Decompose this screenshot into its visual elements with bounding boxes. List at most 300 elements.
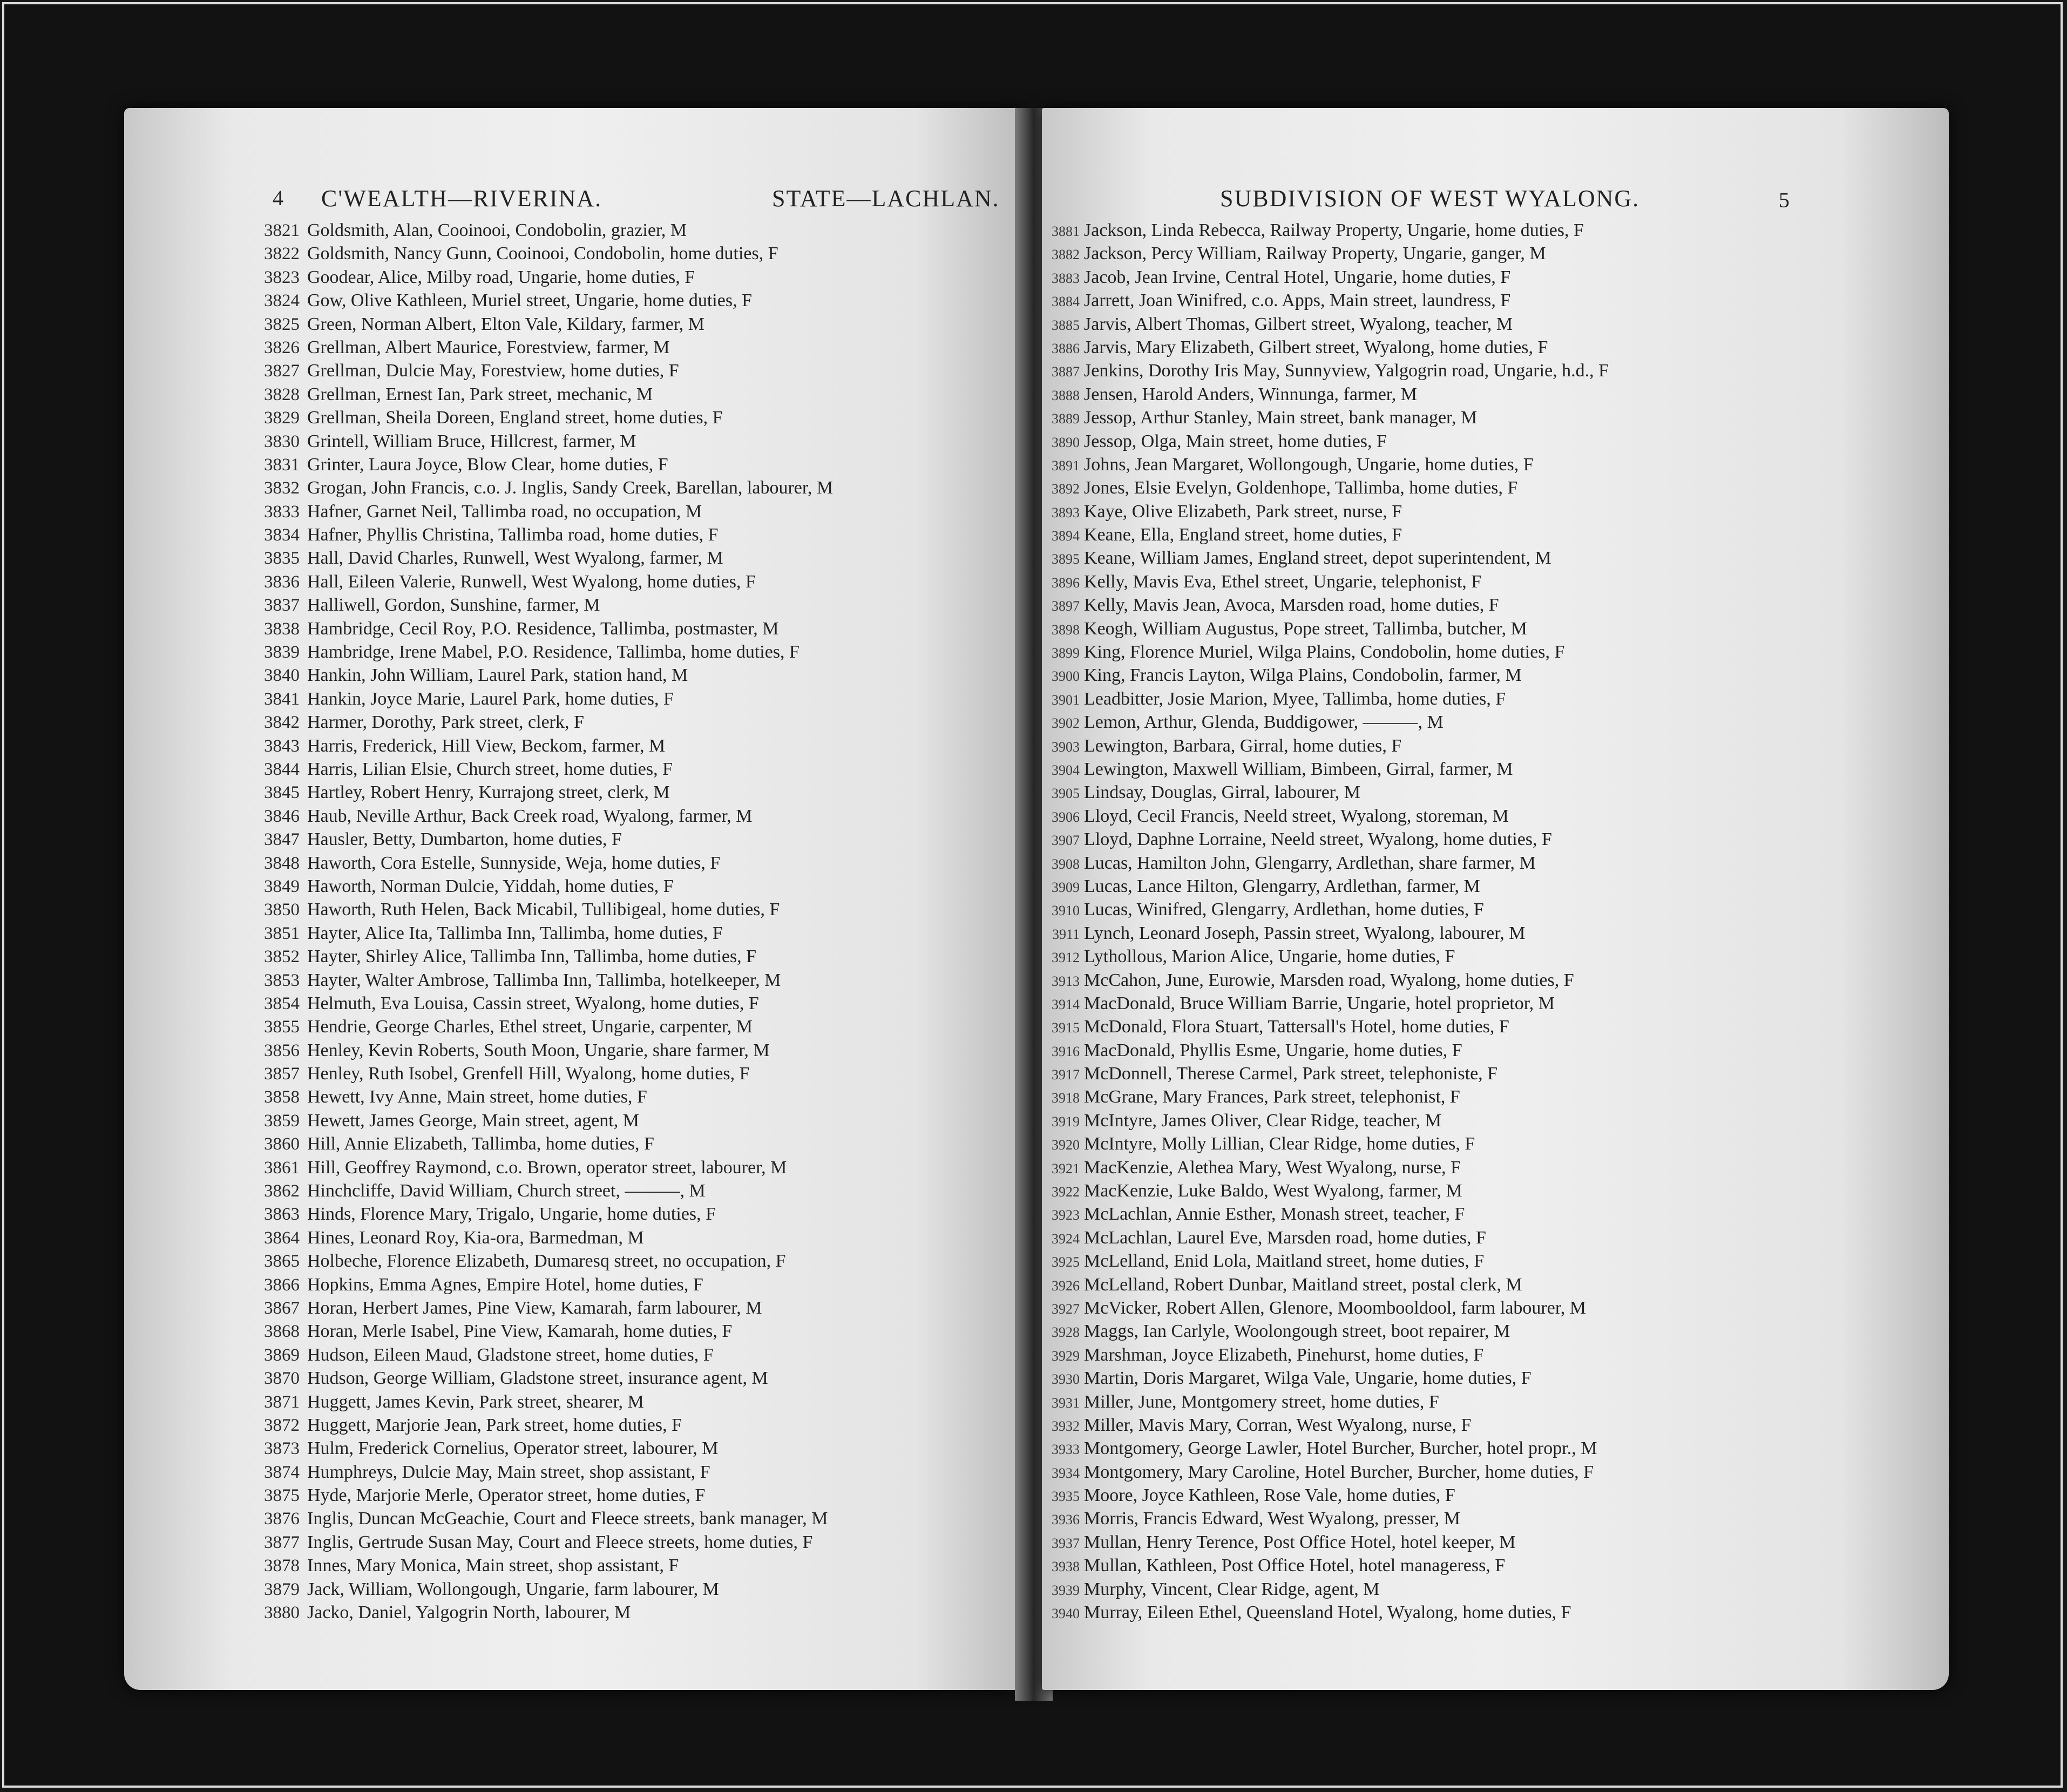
- entry-text: McLachlan, Laurel Eve, Marsden road, home duties, F: [1084, 1227, 1486, 1248]
- entry-row: [124, 359, 1023, 382]
- left-page: [124, 108, 1023, 1690]
- entry-text: Hankin, John William, Laurel Park, station hand, M: [307, 665, 688, 686]
- entry-number: 3834: [264, 525, 300, 545]
- entry-row: [124, 1414, 1023, 1437]
- entry-row: [1042, 711, 1949, 734]
- left-header-state: STATE—LACHLAN.: [772, 185, 1000, 212]
- entry-number: 3940: [1052, 1606, 1080, 1622]
- entry-number: 3872: [264, 1415, 300, 1435]
- entry-number: 3921: [1052, 1160, 1080, 1176]
- entry-number: 3925: [1052, 1254, 1080, 1270]
- entry-text: Hausler, Betty, Dumbarton, home duties, F: [307, 829, 622, 850]
- entry-text: Lindsay, Douglas, Girral, labourer, M: [1084, 782, 1360, 803]
- entry-text: Hewett, Ivy Anne, Main street, home duties, F: [307, 1087, 647, 1107]
- entry-text: Grellman, Ernest Ian, Park street, mechanic, M: [307, 384, 653, 404]
- entry-number: 3923: [1052, 1207, 1080, 1223]
- entry-text: Montgomery, George Lawler, Hotel Burcher, Burcher, hotel propr., M: [1084, 1438, 1597, 1459]
- entry-number: 3866: [264, 1275, 300, 1295]
- entry-row: [124, 453, 1023, 476]
- entry-row: [124, 430, 1023, 453]
- entry-text: McIntyre, James Oliver, Clear Ridge, teacher, M: [1084, 1110, 1441, 1131]
- entry-text: Hayter, Alice Ita, Tallimba Inn, Tallimba, home duties, F: [307, 923, 723, 943]
- entry-text: Jenkins, Dorothy Iris May, Sunnyview, Yalgogrin road, Ungarie, h.d., F: [1084, 361, 1609, 381]
- entry-number: 3850: [264, 900, 300, 920]
- entry-row: [124, 1039, 1023, 1062]
- entry-row: [1042, 546, 1949, 570]
- entry-row: [124, 1226, 1023, 1249]
- entry-row: [1042, 640, 1949, 664]
- entry-text: Hewett, James George, Main street, agent, M: [307, 1110, 639, 1131]
- entry-number: 3898: [1052, 621, 1080, 638]
- entry-number: 3887: [1052, 364, 1080, 380]
- entry-number: 3863: [264, 1205, 300, 1225]
- entry-number: 3892: [1052, 481, 1080, 497]
- entry-row: [1042, 313, 1949, 336]
- entry-number: 3844: [264, 759, 300, 779]
- entry-row: [124, 781, 1023, 804]
- right-header-subdivision: SUBDIVISION OF WEST WYALONG.: [1220, 185, 1640, 212]
- entry-number: 3849: [264, 876, 300, 896]
- entry-number: 3908: [1052, 856, 1080, 872]
- entry-row: [1042, 969, 1949, 992]
- entry-text: Jarvis, Albert Thomas, Gilbert street, Wyalong, teacher, M: [1084, 314, 1513, 334]
- entry-text: Keogh, William Augustus, Pope street, Tallimba, butcher, M: [1084, 618, 1527, 639]
- entry-text: Innes, Mary Monica, Main street, shop assistant, F: [307, 1556, 679, 1576]
- entry-text: Grellman, Albert Maurice, Forestview, farmer, M: [307, 337, 670, 357]
- entry-row: [1042, 734, 1949, 758]
- entry-text: Kelly, Mavis Eva, Ethel street, Ungarie, telephonist, F: [1084, 571, 1482, 592]
- entry-number: 3894: [1052, 528, 1080, 544]
- entry-number: 3824: [264, 291, 300, 311]
- entry-number: 3878: [264, 1556, 300, 1576]
- entry-row: [1042, 1062, 1949, 1085]
- entry-row: [1042, 1460, 1949, 1484]
- entry-text: Hayter, Walter Ambrose, Tallimba Inn, Tallimba, hotelkeeper, M: [307, 970, 781, 990]
- entry-number: 3904: [1052, 762, 1080, 778]
- entry-text: McVicker, Robert Allen, Glenore, Moombooldool, farm labourer, M: [1084, 1297, 1587, 1318]
- entry-number: 3839: [264, 643, 300, 662]
- entry-number: 3825: [264, 314, 300, 334]
- entry-text: Maggs, Ian Carlyle, Woolongough street, boot repairer, M: [1084, 1321, 1510, 1342]
- entry-number: 3889: [1052, 411, 1080, 427]
- left-entry-list: [124, 219, 1023, 1624]
- entry-row: [124, 1343, 1023, 1367]
- entry-text: Jack, William, Wollongough, Ungarie, farm labourer, M: [307, 1579, 719, 1599]
- entry-row: [1042, 898, 1949, 921]
- entry-row: [124, 922, 1023, 945]
- entry-row: [124, 1554, 1023, 1577]
- entry-number: 3840: [264, 666, 300, 686]
- entry-number: 3926: [1052, 1277, 1080, 1294]
- entry-number: 3911: [1052, 926, 1080, 942]
- entry-number: 3877: [264, 1532, 300, 1552]
- entry-text: Mullan, Henry Terence, Post Office Hotel, hotel keeper, M: [1084, 1532, 1516, 1552]
- entry-row: [124, 617, 1023, 640]
- entry-row: [124, 711, 1023, 734]
- entry-row: [124, 476, 1023, 499]
- entry-row: [124, 1132, 1023, 1155]
- entry-text: Jacob, Jean Irvine, Central Hotel, Ungarie, home duties, F: [1084, 267, 1511, 287]
- entry-number: 3881: [1052, 224, 1080, 239]
- entry-number: 3935: [1052, 1489, 1080, 1505]
- entry-row: [124, 1015, 1023, 1038]
- entry-number: 3853: [264, 970, 300, 990]
- entry-row: [124, 1179, 1023, 1202]
- entry-number: 3835: [264, 549, 300, 569]
- entry-text: Haworth, Norman Dulcie, Yiddah, home duties, F: [307, 876, 674, 896]
- entry-text: McLelland, Enid Lola, Maitland street, home duties, F: [1084, 1251, 1485, 1272]
- entry-row: [124, 1156, 1023, 1179]
- entry-row: [1042, 430, 1949, 453]
- entry-number: 3879: [264, 1579, 300, 1599]
- entry-row: [124, 1531, 1023, 1554]
- entry-text: Johns, Jean Margaret, Wollongough, Ungarie, home duties, F: [1084, 454, 1534, 475]
- entry-number: 3901: [1052, 692, 1080, 708]
- entry-number: 3893: [1052, 504, 1080, 520]
- entry-text: Hankin, Joyce Marie, Laurel Park, home duties, F: [307, 688, 674, 709]
- entry-number: 3846: [264, 806, 300, 826]
- entry-row: [124, 898, 1023, 921]
- entry-row: [124, 734, 1023, 758]
- entry-text: Montgomery, Mary Caroline, Hotel Burcher, Burcher, home duties, F: [1084, 1462, 1594, 1482]
- entry-number: 3838: [264, 619, 300, 639]
- entry-number: 3870: [264, 1369, 300, 1389]
- entry-text: Goldsmith, Nancy Gunn, Cooinooi, Condobolin, home duties, F: [307, 244, 778, 264]
- entry-text: Harris, Lilian Elsie, Church street, home duties, F: [307, 759, 673, 779]
- entry-text: Keane, Ella, England street, home duties, F: [1084, 525, 1402, 545]
- entry-text: MacDonald, Phyllis Esme, Ungarie, home duties, F: [1084, 1040, 1462, 1060]
- entry-number: 3929: [1052, 1348, 1080, 1364]
- entry-row: [1042, 1226, 1949, 1249]
- entry-number: 3930: [1052, 1371, 1080, 1388]
- entry-row: [1042, 476, 1949, 499]
- entry-row: [124, 664, 1023, 687]
- entry-text: Hafner, Garnet Neil, Tallimba road, no occupation, M: [307, 501, 702, 522]
- entry-text: Lloyd, Cecil Francis, Neeld street, Wyalong, storeman, M: [1084, 806, 1509, 826]
- entry-text: Grinter, Laura Joyce, Blow Clear, home duties, F: [307, 454, 668, 475]
- entry-text: Miller, June, Montgomery street, home duties, F: [1084, 1391, 1439, 1412]
- entry-text: Hines, Leonard Roy, Kia-ora, Barmedman, M: [307, 1227, 644, 1248]
- entry-text: Jarvis, Mary Elizabeth, Gilbert street, Wyalong, home duties, F: [1084, 337, 1548, 357]
- entry-text: Hill, Geoffrey Raymond, c.o. Brown, operator street, labourer, M: [307, 1157, 787, 1178]
- entry-number: 3932: [1052, 1418, 1080, 1434]
- entry-number: 3876: [264, 1509, 300, 1529]
- entry-number: 3912: [1052, 950, 1080, 966]
- entry-text: Morris, Francis Edward, West Wyalong, presser, M: [1084, 1509, 1461, 1529]
- entry-row: [124, 593, 1023, 617]
- entry-row: [1042, 1554, 1949, 1577]
- entry-number: 3831: [264, 455, 300, 475]
- entry-row: [1042, 1109, 1949, 1132]
- entry-number: 3829: [264, 408, 300, 428]
- entry-text: Hill, Annie Elizabeth, Tallimba, home duties, F: [307, 1134, 654, 1154]
- entry-row: [124, 219, 1023, 242]
- entry-text: Jensen, Harold Anders, Winnunga, farmer, M: [1084, 384, 1417, 404]
- entry-row: [1042, 851, 1949, 875]
- entry-number: 3934: [1052, 1465, 1080, 1481]
- entry-number: 3874: [264, 1462, 300, 1482]
- entry-text: Jacko, Daniel, Yalgogrin North, labourer, M: [307, 1602, 631, 1623]
- entry-text: McLelland, Robert Dunbar, Maitland street, postal clerk, M: [1084, 1274, 1522, 1295]
- entry-text: Murray, Eileen Ethel, Queensland Hotel, Wyalong, home duties, F: [1084, 1602, 1571, 1623]
- left-page-number: 4: [273, 186, 283, 210]
- entry-row: [1042, 1132, 1949, 1155]
- entry-number: 3860: [264, 1134, 300, 1154]
- entry-text: Horan, Merle Isabel, Pine View, Kamarah, home duties, F: [307, 1321, 733, 1342]
- entry-row: [124, 289, 1023, 312]
- right-entry-list: [1042, 219, 1949, 1624]
- entry-number: 3931: [1052, 1395, 1080, 1411]
- entry-number: 3843: [264, 736, 300, 756]
- entry-text: Hendrie, George Charles, Ethel street, Ungarie, carpenter, M: [307, 1017, 753, 1037]
- entry-number: 3883: [1052, 270, 1080, 286]
- entry-row: [124, 1601, 1023, 1624]
- entry-number: 3907: [1052, 833, 1080, 849]
- entry-row: [124, 1062, 1023, 1085]
- entry-row: [1042, 359, 1949, 382]
- entry-text: Kelly, Mavis Jean, Avoca, Marsden road, home duties, F: [1084, 595, 1499, 616]
- entry-text: Haub, Neville Arthur, Back Creek road, Wyalong, farmer, M: [307, 806, 753, 826]
- entry-number: 3890: [1052, 434, 1080, 450]
- entry-number: 3865: [264, 1252, 300, 1272]
- entry-text: Henley, Ruth Isobel, Grenfell Hill, Wyalong, home duties, F: [307, 1064, 750, 1084]
- entry-number: 3871: [264, 1392, 300, 1412]
- entry-text: Grellman, Dulcie May, Forestview, home duties, F: [307, 361, 679, 381]
- entry-text: Hambridge, Irene Mabel, P.O. Residence, Tallimba, home duties, F: [307, 642, 799, 662]
- entry-number: 3896: [1052, 574, 1080, 591]
- entry-text: Lemon, Arthur, Glenda, Buddigower, ———, M: [1084, 712, 1443, 733]
- entry-number: 3857: [264, 1064, 300, 1084]
- entry-number: 3885: [1052, 317, 1080, 333]
- entry-row: [124, 1460, 1023, 1484]
- entry-text: MacKenzie, Alethea Mary, West Wyalong, nurse, F: [1084, 1157, 1461, 1178]
- entry-text: Jessop, Arthur Stanley, Main street, bank manager, M: [1084, 408, 1478, 428]
- entry-number: 3905: [1052, 786, 1080, 802]
- entry-row: [1042, 1296, 1949, 1320]
- entry-text: Huggett, James Kevin, Park street, shearer, M: [307, 1391, 644, 1412]
- entry-row: [1042, 1039, 1949, 1062]
- entry-row: [124, 828, 1023, 851]
- entry-text: Moore, Joyce Kathleen, Rose Vale, home duties, F: [1084, 1485, 1455, 1506]
- entry-text: Horan, Herbert James, Pine View, Kamarah, farm labourer, M: [307, 1297, 762, 1318]
- entry-row: [1042, 219, 1949, 242]
- entry-row: [1042, 1085, 1949, 1108]
- entry-row: [1042, 875, 1949, 898]
- entry-row: [124, 406, 1023, 429]
- entry-row: [1042, 945, 1949, 968]
- entry-number: 3922: [1052, 1184, 1080, 1200]
- entry-number: 3847: [264, 830, 300, 850]
- entry-text: MacDonald, Bruce William Barrie, Ungarie, hotel proprietor, M: [1084, 993, 1555, 1013]
- entry-row: [1042, 828, 1949, 851]
- entry-row: [1042, 1531, 1949, 1554]
- entry-number: 3909: [1052, 879, 1080, 895]
- entry-number: 3917: [1052, 1067, 1080, 1083]
- entry-row: [124, 804, 1023, 828]
- entry-text: McDonald, Flora Stuart, Tattersall's Hotel, home duties, F: [1084, 1017, 1509, 1037]
- entry-row: [1042, 687, 1949, 711]
- entry-row: [1042, 1343, 1949, 1367]
- entry-row: [1042, 1507, 1949, 1530]
- entry-text: Jackson, Linda Rebecca, Railway Property, Ungarie, home duties, F: [1084, 220, 1584, 240]
- entry-text: Murphy, Vincent, Clear Ridge, agent, M: [1084, 1579, 1380, 1599]
- entry-text: Holbeche, Florence Elizabeth, Dumaresq street, no occupation, F: [307, 1251, 786, 1272]
- entry-text: Inglis, Duncan McGeachie, Court and Fleece streets, bank manager, M: [307, 1509, 828, 1529]
- entry-number: 3873: [264, 1439, 300, 1459]
- entry-number: 3864: [264, 1228, 300, 1248]
- entry-row: [1042, 1273, 1949, 1296]
- entry-row: [1042, 453, 1949, 476]
- entry-text: Lucas, Hamilton John, Glengarry, Ardlethan, share farmer, M: [1084, 853, 1536, 873]
- entry-row: [124, 969, 1023, 992]
- entry-number: 3833: [264, 502, 300, 522]
- entry-number: 3869: [264, 1345, 300, 1365]
- entry-text: Haworth, Ruth Helen, Back Micabil, Tullibigeal, home duties, F: [307, 900, 780, 920]
- entry-row: [1042, 500, 1949, 523]
- entry-number: 3915: [1052, 1020, 1080, 1036]
- entry-row: [1042, 1015, 1949, 1038]
- entry-row: [124, 1320, 1023, 1343]
- entry-text: McDonnell, Therese Carmel, Park street, telephoniste, F: [1084, 1064, 1498, 1084]
- entry-number: 3862: [264, 1181, 300, 1201]
- entry-text: Hambridge, Cecil Roy, P.O. Residence, Tallimba, postmaster, M: [307, 618, 779, 639]
- entry-row: [124, 1437, 1023, 1460]
- entry-text: King, Francis Layton, Wilga Plains, Condobolin, farmer, M: [1084, 665, 1522, 686]
- entry-text: Hinchcliffe, David William, Church street, ———, M: [307, 1181, 706, 1201]
- entry-number: 3822: [264, 244, 300, 264]
- entry-text: Grogan, John Francis, c.o. J. Inglis, Sandy Creek, Barellan, labourer, M: [307, 478, 833, 498]
- entry-row: [1042, 242, 1949, 265]
- entry-number: 3919: [1052, 1113, 1080, 1130]
- entry-number: 3900: [1052, 668, 1080, 685]
- entry-number: 3823: [264, 267, 300, 287]
- entry-row: [124, 851, 1023, 875]
- entry-text: King, Florence Muriel, Wilga Plains, Condobolin, home duties, F: [1084, 642, 1565, 662]
- entry-number: 3854: [264, 993, 300, 1013]
- left-header-commonwealth: C'WEALTH—RIVERINA.: [321, 185, 602, 212]
- entry-text: Henley, Kevin Roberts, South Moon, Ungarie, share farmer, M: [307, 1040, 770, 1060]
- entry-number: 3913: [1052, 973, 1080, 989]
- entry-number: 3899: [1052, 645, 1080, 661]
- entry-row: [124, 383, 1023, 406]
- entry-number: 3884: [1052, 294, 1080, 310]
- entry-text: Jessop, Olga, Main street, home duties, F: [1084, 431, 1387, 451]
- entry-text: Helmuth, Eva Louisa, Cassin street, Wyalong, home duties, F: [307, 993, 759, 1013]
- entry-text: Martin, Doris Margaret, Wilga Vale, Ungarie, home duties, F: [1084, 1368, 1531, 1389]
- entry-text: Humphreys, Dulcie May, Main street, shop assistant, F: [307, 1462, 710, 1482]
- entry-row: [124, 1273, 1023, 1296]
- entry-row: [124, 1390, 1023, 1414]
- entry-number: 3933: [1052, 1442, 1080, 1458]
- entry-row: [124, 242, 1023, 265]
- entry-row: [1042, 758, 1949, 781]
- entry-number: 3837: [264, 596, 300, 616]
- entry-text: Lewington, Maxwell William, Bimbeen, Girral, farmer, M: [1084, 759, 1513, 779]
- entry-row: [124, 1507, 1023, 1530]
- entry-number: 3937: [1052, 1535, 1080, 1551]
- entry-number: 3927: [1052, 1301, 1080, 1317]
- entry-row: [124, 1484, 1023, 1507]
- entry-row: [124, 758, 1023, 781]
- entry-row: [124, 546, 1023, 570]
- entry-text: Grintell, William Bruce, Hillcrest, farmer, M: [307, 431, 636, 451]
- entry-row: [1042, 1179, 1949, 1202]
- entry-row: [1042, 336, 1949, 359]
- entry-text: Lythollous, Marion Alice, Ungarie, home duties, F: [1084, 946, 1455, 967]
- entry-text: Halliwell, Gordon, Sunshine, farmer, M: [307, 595, 600, 616]
- entry-number: 3924: [1052, 1230, 1080, 1247]
- entry-text: Harmer, Dorothy, Park street, clerk, F: [307, 712, 584, 733]
- entry-row: [1042, 383, 1949, 406]
- entry-number: 3841: [264, 689, 300, 709]
- entry-row: [1042, 1156, 1949, 1179]
- right-page: [1042, 108, 1949, 1690]
- entry-number: 3851: [264, 923, 300, 943]
- entry-text: Lynch, Leonard Joseph, Passin street, Wyalong, labourer, M: [1084, 923, 1526, 943]
- entry-row: [1042, 992, 1949, 1015]
- entry-row: [124, 1578, 1023, 1601]
- entry-text: MacKenzie, Luke Baldo, West Wyalong, farmer, M: [1084, 1181, 1462, 1201]
- entry-number: 3903: [1052, 739, 1080, 755]
- entry-number: 3852: [264, 947, 300, 967]
- entry-text: Jackson, Percy William, Railway Property, Ungarie, ganger, M: [1084, 244, 1546, 264]
- entry-text: Hafner, Phyllis Christina, Tallimba road, home duties, F: [307, 525, 719, 545]
- entry-text: McGrane, Mary Frances, Park street, telephonist, F: [1084, 1087, 1460, 1107]
- entry-row: [1042, 922, 1949, 945]
- entry-number: 3830: [264, 431, 300, 451]
- entry-number: 3821: [264, 221, 300, 240]
- entry-text: Goodear, Alice, Milby road, Ungarie, home duties, F: [307, 267, 695, 287]
- entry-text: Grellman, Sheila Doreen, England street, home duties, F: [307, 408, 723, 428]
- entry-row: [124, 945, 1023, 968]
- entry-number: 3836: [264, 572, 300, 592]
- entry-text: Hall, David Charles, Runwell, West Wyalong, farmer, M: [307, 548, 723, 569]
- entry-row: [1042, 523, 1949, 546]
- entry-row: [1042, 1390, 1949, 1414]
- entry-text: Kaye, Olive Elizabeth, Park street, nurse, F: [1084, 501, 1402, 522]
- entry-text: McLachlan, Annie Esther, Monash street, teacher, F: [1084, 1204, 1465, 1225]
- entry-row: [124, 992, 1023, 1015]
- entry-number: 3826: [264, 337, 300, 357]
- entry-row: [124, 687, 1023, 711]
- entry-number: 3832: [264, 478, 300, 498]
- entry-number: 3882: [1052, 247, 1080, 263]
- entry-text: Jarrett, Joan Winifred, c.o. Apps, Main street, laundress, F: [1084, 290, 1511, 311]
- entry-text: Hinds, Florence Mary, Trigalo, Ungarie, home duties, F: [307, 1204, 716, 1225]
- entry-number: 3928: [1052, 1324, 1080, 1341]
- entry-number: 3848: [264, 853, 300, 873]
- entry-text: Marshman, Joyce Elizabeth, Pinehurst, home duties, F: [1084, 1344, 1484, 1365]
- entry-number: 3859: [264, 1111, 300, 1131]
- entry-text: Miller, Mavis Mary, Corran, West Wyalong, nurse, F: [1084, 1415, 1472, 1435]
- entry-row: [1042, 664, 1949, 687]
- entry-number: 3886: [1052, 340, 1080, 356]
- entry-row: [1042, 406, 1949, 429]
- entry-row: [124, 1202, 1023, 1226]
- entry-text: Mullan, Kathleen, Post Office Hotel, hotel manageress, F: [1084, 1556, 1506, 1576]
- entry-number: 3867: [264, 1298, 300, 1318]
- entry-number: 3918: [1052, 1090, 1080, 1106]
- entry-text: Jones, Elsie Evelyn, Goldenhope, Tallimba, home duties, F: [1084, 478, 1518, 498]
- entry-text: Huggett, Marjorie Jean, Park street, home duties, F: [307, 1415, 682, 1435]
- entry-text: Hudson, Eileen Maud, Gladstone street, home duties, F: [307, 1344, 714, 1365]
- entry-row: [124, 266, 1023, 289]
- entry-text: Hayter, Shirley Alice, Tallimba Inn, Tallimba, home duties, F: [307, 946, 757, 967]
- entry-number: 3861: [264, 1158, 300, 1178]
- entry-row: [1042, 781, 1949, 804]
- entry-number: 3897: [1052, 598, 1080, 614]
- entry-row: [1042, 1414, 1949, 1437]
